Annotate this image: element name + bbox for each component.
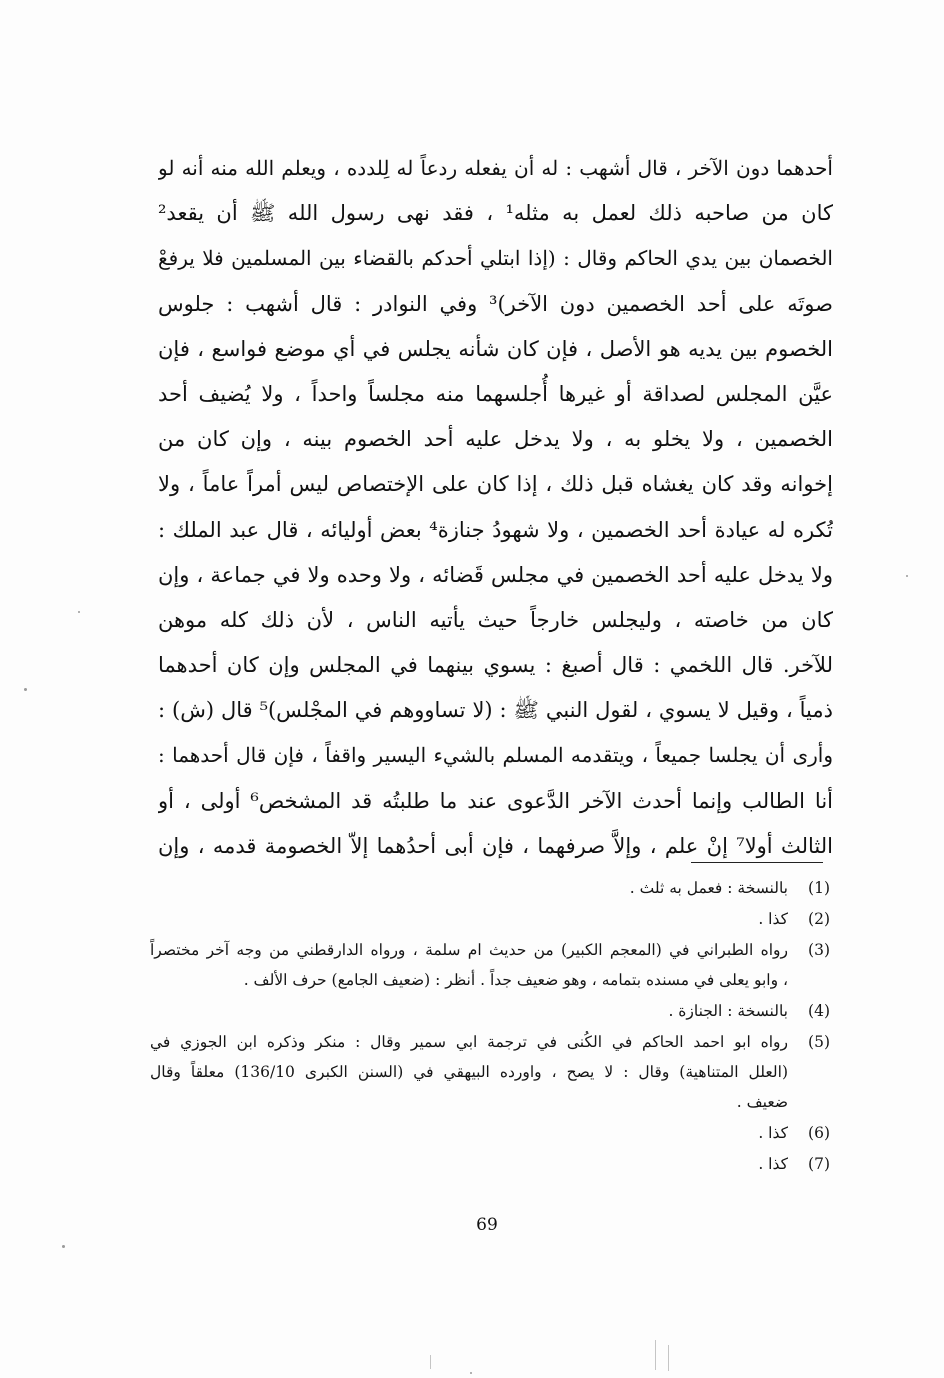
text-line: كان من صاحبه ذلك لعمل به مثله¹ ، فقد نهى رسول الله ﷺ أن يقعد²: [158, 201, 833, 226]
text-line: ذمياً ، وقيل لا يسوي ، لقول النبي ﷺ : (لا تساووهم في المجْلس)⁵ قال (ش) :: [158, 698, 833, 723]
footnote-separator: [691, 862, 823, 863]
text-line: الخصمان بين يدي الحاكم وقال : (إذا ابتلي أحدكم بالقضاء بين المسلمين فلا يرفعْ: [158, 246, 833, 271]
scan-smudge: [668, 1345, 669, 1371]
footnote: [150, 935, 830, 995]
footnote-text: (العلل المتناهية) وقال : لا يصح ، واورده البيهقي في (السنن الكبرى 136/10) معلقاً وقال: [150, 1063, 788, 1081]
footnote-text: كذا .: [758, 910, 788, 928]
text-line: ولا يدخل عليه أحد الخصمين في مجلس قَضائه ، ولا وحده ولا في جماعة ، وإن: [158, 562, 833, 587]
text-line: تُكره له عيادة أحد الخصمين ، ولا شهودُ جنازة⁴ بعض أوليائه ، قال عبد الملك :: [158, 517, 833, 542]
text-line: أنا الطالب وإنما أحدث الآخر الدَّعوى عند ما طلبتُه قد المشخص⁶ أولى ، أو: [158, 788, 833, 813]
footnote-text: بالنسخة : الجنازة .: [668, 1002, 788, 1020]
footnote-number: (2): [808, 910, 830, 928]
footnote-number: (1): [808, 879, 830, 897]
text-line: للآخر. قال اللخمي : قال أصبغ : يسوي بينهما في المجلس وإن كان أحدهما: [158, 653, 833, 678]
scan-smudge: [655, 1340, 656, 1370]
footnote: [150, 1118, 830, 1148]
text-line: أحدهما دون الآخر ، قال أشهب : له أن يفعله ردعاً له لِلدده ، ويعلم الله منه أنه لو: [158, 156, 833, 180]
footnote-number: (3): [808, 941, 830, 959]
text-line: عيَّن المجلس لصداقة أو غيرها أُجلسهما منه مجلساً واحداً ، ولا يُضيف أحد: [158, 381, 833, 406]
footnote: [150, 904, 830, 934]
text-line: صوتَه على أحد الخصمين دون الآخر)³ وفي النوادر : قال أشهب : جلوس: [158, 291, 833, 316]
footnote-number: (6): [808, 1124, 830, 1142]
footnote-text: ، وابو يعلى في مسنده بتمامه ، وهو ضعيف جداً . أنظر : (ضعيف الجامع) حرف الألف .: [243, 971, 788, 989]
footnote-number: (4): [808, 1002, 830, 1020]
text-line: كان من خاصته ، وليجلس خارجاً حيث يأتيه الناس ، لأن ذلك كله موهن: [158, 607, 833, 632]
footnote-number: (7): [808, 1155, 830, 1173]
scan-speck: [470, 1372, 472, 1374]
footnote-text: كذا .: [758, 1124, 788, 1142]
footnote: [150, 873, 830, 903]
text-line: الخصمين ، ولا يخلو به ، ولا يدخل عليه أحد الخصوم بينه ، وإن كان من: [158, 427, 833, 452]
footnote-text: كذا .: [758, 1155, 788, 1173]
scan-smudge: [430, 1355, 431, 1369]
footnote-text: بالنسخة : فعمل به ثلث .: [629, 879, 788, 897]
scan-speck: [906, 575, 908, 577]
footnote: [150, 1149, 830, 1179]
footnote: [150, 996, 830, 1026]
footnote-text: رواه الطبراني في (المعجم الكبير) من حديث ام سلمة ، ورواه الدارقطني من وجه آخر مختصراً: [150, 941, 788, 959]
main-text: [158, 146, 833, 869]
scan-speck: [62, 1245, 65, 1248]
text-line: إخوانه وقد كان يغشاه قبل ذلك ، إذا كان على الإختصاص ليس أمراً عاماً ، ولا: [158, 472, 833, 497]
scan-speck: [78, 611, 80, 613]
scan-speck: [24, 688, 27, 691]
footnotes: [150, 873, 830, 1180]
footnote-text: رواه ابو احمد الحاكم في الكُنى في ترجمة ابي سمير وقال : منكر وذكره ابن الجوزي في: [150, 1033, 788, 1051]
text-line: وأرى أن يجلسا جميعاً ، ويتقدمه المسلم بالشيء اليسير واقفاً ، فإن قال أحدهما :: [158, 743, 833, 768]
page-number: 69: [476, 1215, 498, 1235]
footnote: [150, 1027, 830, 1117]
text-line: الخصوم بين يديه هو الأصل ، فإن كان شأنه يجلس في أي موضع فواسع ، فإن: [158, 336, 833, 361]
footnote-number: (5): [808, 1033, 830, 1051]
footnote-text: ضعيف .: [736, 1093, 788, 1111]
text-line: الثالث أولا⁷ إنْ علم ، وإلاَّ صرفهما ، فإن أبى أحدُهما إلاّ الخصومة قدمه ، وإن: [158, 833, 833, 858]
